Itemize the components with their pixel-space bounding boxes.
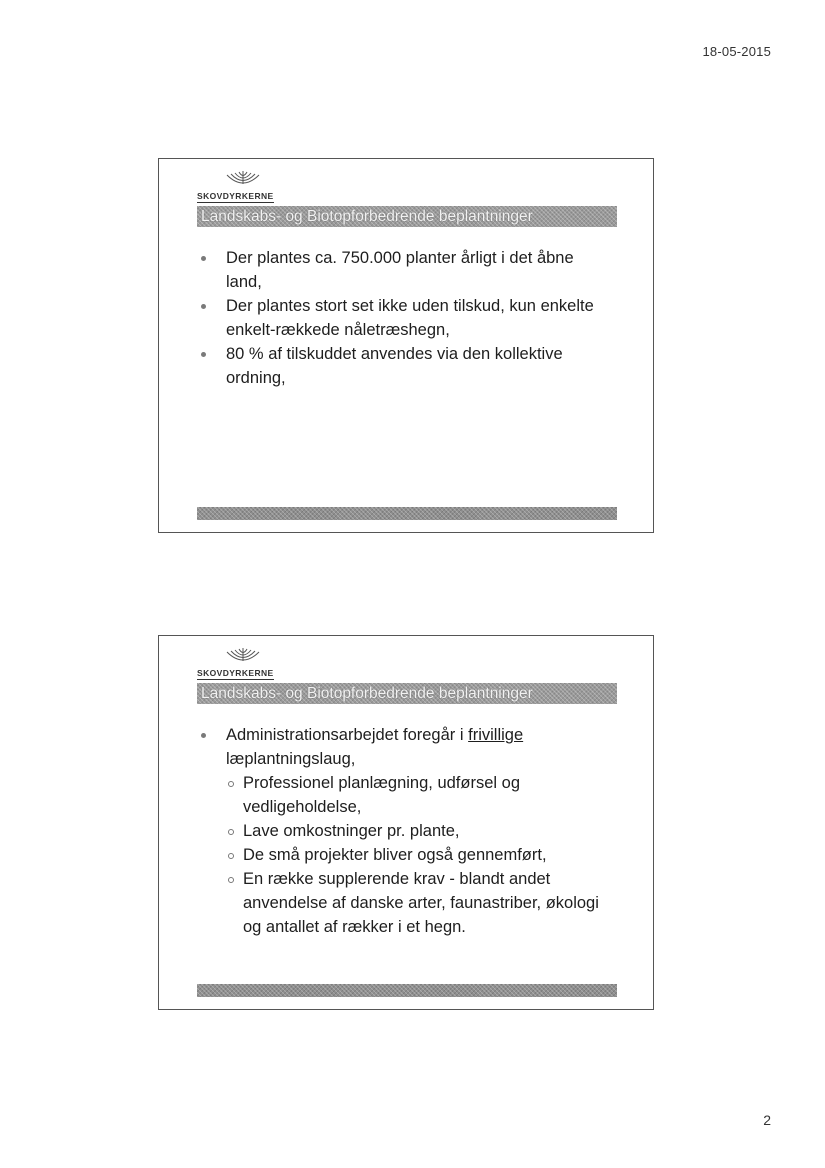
skovdyrkerne-logo [197,171,287,203]
bullet-list [201,246,613,390]
sub-bullet-item: En række supplerende krav - blandt andet anvendelse af danske arter, faunastriber, økologi og antallet af rækker i et hegn. [226,867,613,939]
bullet-text: Administrationsarbejdet foregår i [226,726,469,744]
bullet-text: læplantningslaug, [226,750,356,768]
slide-title-band [197,206,617,227]
page-date: 18-05-2015 [702,44,771,59]
bullet-item: Der plantes stort set ikke uden tilskud, kun enkelte enkelt-rækkede nåletræshegn, [201,294,613,342]
bullet-item: Der plantes ca. 750.000 planter årligt i det åbne land, [201,246,613,294]
bullet-list [201,723,613,939]
bullet-item [201,723,613,939]
page-number: 2 [763,1112,771,1128]
slide-footer-band [197,507,617,520]
slide-title-band [197,683,617,704]
sub-bullet-list [226,771,613,939]
sub-bullet-item: Lave omkostninger pr. plante, [226,819,613,843]
fern-logo-icon [225,171,261,191]
slide-2 [158,635,654,1010]
slide-title: Landskabs- og Biotopforbedrende beplantninger [201,685,533,702]
sub-bullet-item: De små projekter bliver også gennemført, [226,843,613,867]
skovdyrkerne-logo [197,648,287,680]
fern-logo-icon [225,648,261,668]
slide-title: Landskabs- og Biotopforbedrende beplantninger [201,208,533,225]
slide-1 [158,158,654,533]
underlined-word: frivillige [468,726,524,744]
sub-bullet-item: Professionel planlægning, udførsel og vedligeholdelse, [226,771,613,819]
logo-text: SKOVDYRKERNE [197,668,274,678]
bullet-item: 80 % af tilskuddet anvendes via den kollektive ordning, [201,342,613,390]
slide-footer-band [197,984,617,997]
logo-text: SKOVDYRKERNE [197,191,274,201]
